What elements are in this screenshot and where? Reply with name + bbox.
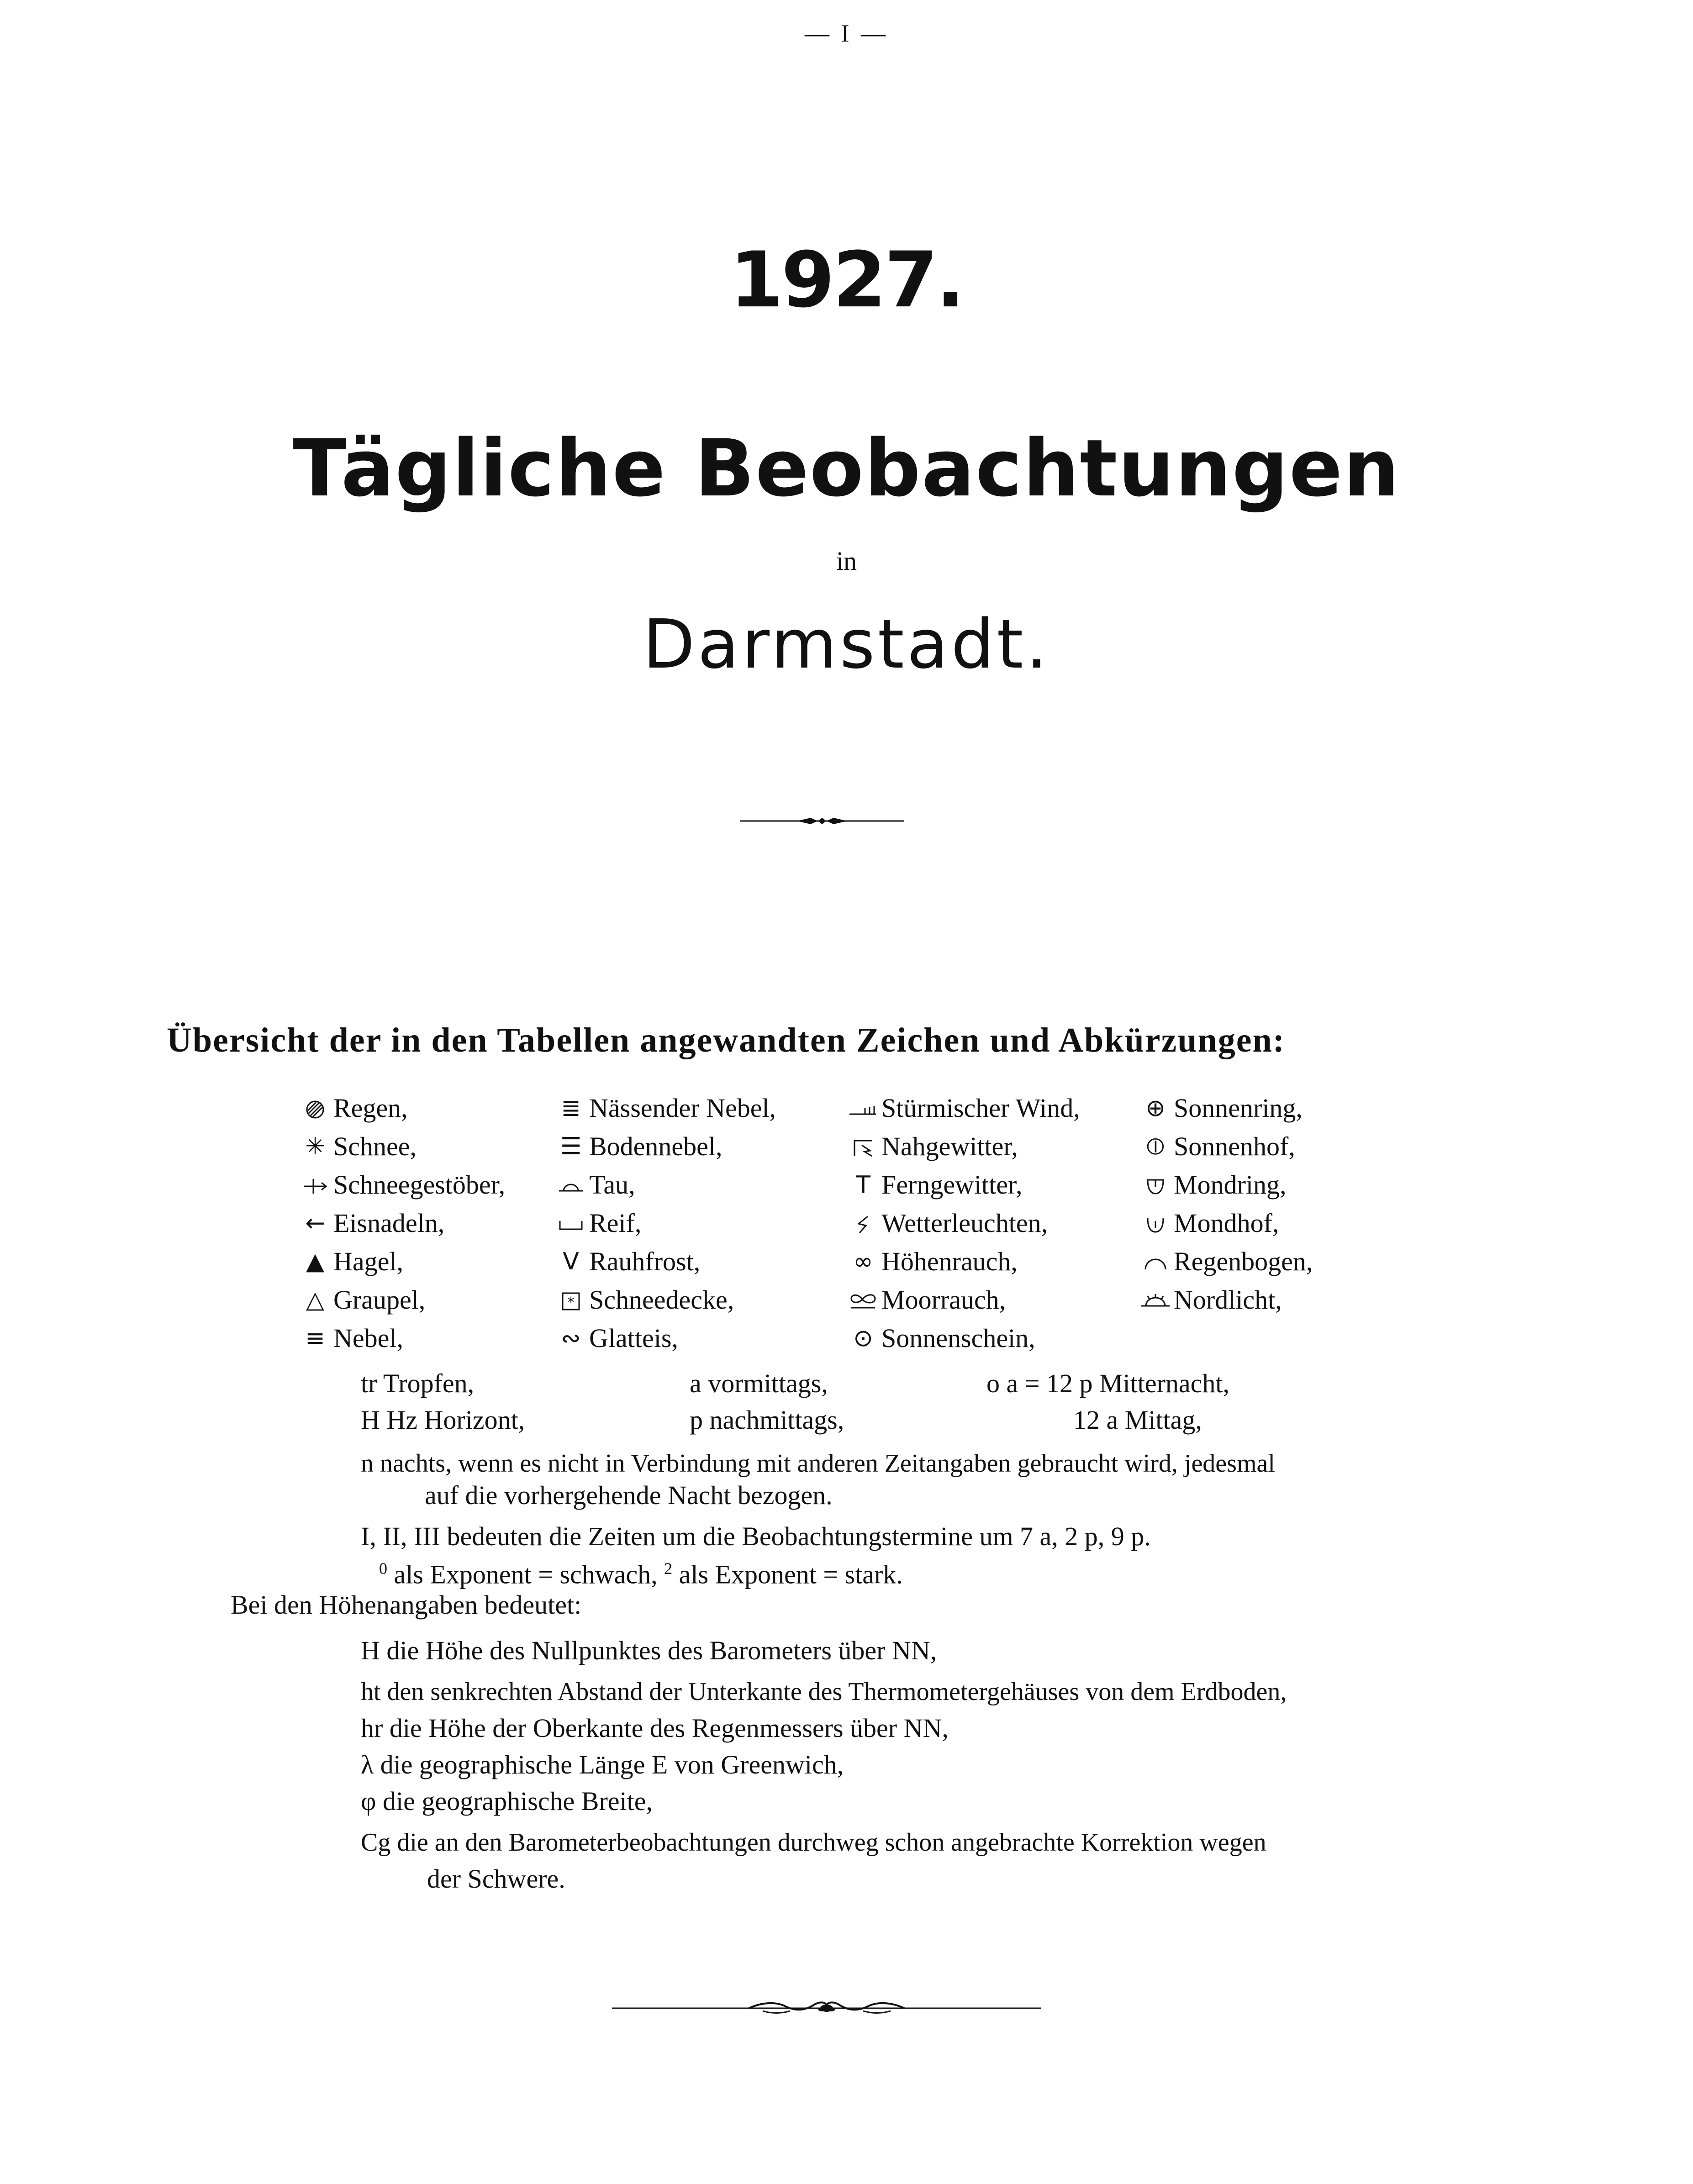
heights-line: λ die geographische Länge E von Greenwich, (361, 1750, 844, 1779)
solar-ring-symbol-icon: ⊕ (1145, 1095, 1166, 1122)
heights-line: H die Höhe des Nullpunktes des Barometers über NN, (361, 1636, 937, 1665)
legend-item (845, 1166, 1080, 1204)
legend-label: Rauhfrost, (589, 1247, 701, 1276)
legend-item (1137, 1089, 1313, 1127)
heights-intro: Bei den Höhenangaben bedeutet: (231, 1590, 582, 1620)
legend-item (1137, 1204, 1313, 1242)
abbrev-roman: I, II, III bedeuten die Zeiten um die Beobachtungstermine um 7 a, 2 p, 9 p. (361, 1521, 1151, 1551)
rain-symbol-icon (297, 1089, 333, 1127)
legend-item (553, 1204, 776, 1242)
legend-label: Reif, (589, 1208, 642, 1238)
legend-label: Mondhof, (1174, 1208, 1279, 1238)
heights-line-cont: der Schwere. (427, 1864, 565, 1894)
moor-smoke-symbol-icon (845, 1281, 881, 1319)
snow-symbol-icon: ✳ (305, 1133, 325, 1160)
heights-line: φ die geographische Breite, (361, 1786, 653, 1816)
legend-label: Regen, (333, 1093, 408, 1123)
legend-label: Sonnenhof, (1174, 1131, 1295, 1161)
legend-label: Bodennebel, (589, 1131, 723, 1161)
aurora-symbol-icon (1137, 1281, 1174, 1319)
legend-column-2 (553, 1089, 776, 1358)
legend-item (1137, 1127, 1313, 1166)
ground-fog-symbol-icon: ☰ (560, 1133, 582, 1160)
gale-symbol-icon (845, 1089, 881, 1127)
abbrev-tr: tr Tropfen, (361, 1368, 475, 1398)
legend-item (553, 1166, 776, 1204)
place-name: Darmstadt. (643, 605, 1050, 684)
graupel-symbol-icon: △ (306, 1286, 324, 1314)
legend-label: Moorrauch, (881, 1285, 1006, 1315)
legend-column-1 (297, 1089, 505, 1358)
legend-item (297, 1127, 505, 1166)
legend-item (553, 1127, 776, 1166)
legend-item (1137, 1281, 1313, 1319)
legend-item (845, 1319, 1080, 1358)
rainbow-symbol-icon (1137, 1242, 1174, 1281)
exponent-2: 2 (664, 1559, 673, 1578)
legend-label: Höhenrauch, (881, 1247, 1018, 1276)
rime-symbol-icon: V (563, 1248, 579, 1275)
legend-label: Stürmischer Wind, (881, 1093, 1080, 1123)
legend-label: Tau, (589, 1170, 635, 1200)
legend-label: Mondring, (1174, 1170, 1287, 1200)
legend-label: Schneegestöber, (333, 1170, 506, 1200)
ornament-divider-bottom (612, 1995, 1041, 2018)
legend-item (297, 1166, 505, 1204)
heights-line: hr die Höhe der Oberkante des Regenmessers über NN, (361, 1713, 949, 1743)
year-heading: 1927. (729, 235, 964, 325)
solar-halo-symbol-icon: ⦶ (1147, 1133, 1164, 1160)
legend-item (845, 1089, 1080, 1127)
legend-label: Nahgewitter, (881, 1131, 1018, 1161)
legend-item (297, 1204, 505, 1242)
distant-thunderstorm-symbol-icon: T (856, 1171, 870, 1199)
ornament-divider-top (740, 813, 904, 829)
legend-item (297, 1089, 505, 1127)
snowstorm-symbol-icon (297, 1166, 333, 1204)
legend-heading: Übersicht der in den Tabellen angewandten Zeichen und Abkürzungen: (167, 1021, 1286, 1059)
legend-label: Hagel, (333, 1247, 403, 1276)
abbrev-n-line2: auf die vorhergehende Nacht bezogen. (425, 1480, 833, 1510)
abbrev-12a: 12 a Mittag, (1073, 1405, 1202, 1435)
legend-label: Nebel, (333, 1323, 403, 1353)
glaze-symbol-icon: ∾ (561, 1325, 581, 1352)
lunar-ring-symbol-icon (1137, 1166, 1174, 1204)
exponent-0: 0 (379, 1559, 387, 1578)
legend-label: Regenbogen, (1174, 1247, 1313, 1276)
heights-line: ht den senkrechten Abstand der Unterkante des Thermometergehäuses von dem Erdboden, (361, 1678, 1287, 1706)
legend-column-4 (1137, 1089, 1313, 1319)
legend-label: Wetterleuchten, (881, 1208, 1048, 1238)
abbrev-n-line1: n nachts, wenn es nicht in Verbindung mit anderen Zeitangaben gebraucht wird, jedesmal (361, 1449, 1275, 1478)
legend-label: Sonnenschein, (881, 1323, 1035, 1353)
legend-label: Nordlicht, (1174, 1285, 1282, 1315)
legend-item (553, 1089, 776, 1127)
abbrev-a: a vormittags, (690, 1368, 828, 1398)
legend-label: Graupel, (333, 1285, 426, 1315)
sheet-lightning-symbol-icon (845, 1204, 881, 1242)
legend-item (845, 1242, 1080, 1281)
legend-item (845, 1281, 1080, 1319)
svg-text:*: * (567, 1295, 575, 1310)
ice-needles-symbol-icon: ← (305, 1210, 325, 1237)
legend-item (297, 1242, 505, 1281)
lunar-halo-symbol-icon (1137, 1204, 1174, 1242)
connector-text: in (836, 546, 857, 576)
legend-item (553, 1281, 776, 1319)
abbrev-h: H Hz Horizont, (361, 1405, 525, 1435)
legend-item (1137, 1166, 1313, 1204)
legend-label: Nässender Nebel, (589, 1093, 776, 1123)
exponent-strong: als Exponent = stark. (679, 1559, 903, 1589)
legend-label: Ferngewitter, (881, 1170, 1023, 1200)
legend-item (845, 1204, 1080, 1242)
hail-symbol-icon: ▲ (306, 1248, 324, 1275)
legend-item (297, 1281, 505, 1319)
page-title: Tägliche Beobachtungen (293, 422, 1400, 514)
legend-column-3 (845, 1089, 1080, 1358)
page-number: — I — (805, 20, 888, 47)
near-thunderstorm-symbol-icon (845, 1127, 881, 1166)
legend-item (297, 1319, 505, 1358)
exponent-weak: als Exponent = schwach, (394, 1559, 658, 1589)
fog-symbol-icon: ≡ (305, 1325, 325, 1352)
abbrev-oa: o a = 12 p Mitternacht, (986, 1368, 1230, 1398)
snow-cover-symbol-icon (553, 1281, 589, 1319)
legend-label: Glatteis, (589, 1323, 678, 1353)
legend-label: Schnee, (333, 1131, 417, 1161)
legend-item (1137, 1242, 1313, 1281)
legend-item (553, 1242, 776, 1281)
haze-symbol-icon: ∞ (853, 1248, 873, 1275)
frost-symbol-icon (553, 1204, 589, 1242)
legend-label: Sonnenring, (1174, 1093, 1303, 1123)
legend-item (845, 1127, 1080, 1166)
legend-label: Eisnadeln, (333, 1208, 445, 1238)
legend-label: Schneedecke, (589, 1285, 734, 1315)
wet-fog-symbol-icon: ≣ (561, 1095, 581, 1122)
abbrev-exponent (379, 1552, 903, 1590)
heights-line: Cg die an den Barometerbeobachtungen durchweg schon angebrachte Korrektion wegen (361, 1828, 1266, 1857)
dew-symbol-icon (553, 1166, 589, 1204)
legend-item (553, 1319, 776, 1358)
abbrev-p: p nachmittags, (690, 1405, 844, 1435)
sunshine-symbol-icon: ⊙ (853, 1325, 873, 1352)
